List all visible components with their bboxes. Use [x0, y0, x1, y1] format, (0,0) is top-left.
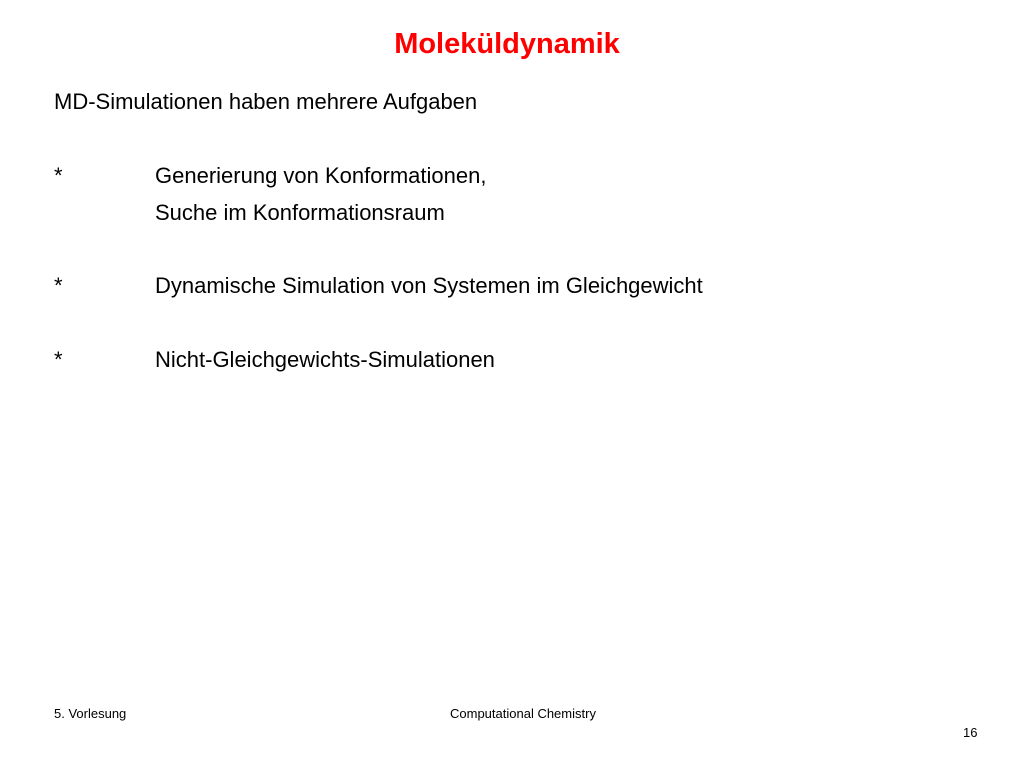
bullet-continuation: Suche im Konformationsraum — [155, 200, 445, 225]
bullet-text: Generierung von Konformationen, — [155, 163, 487, 188]
bullet-marker: * — [54, 347, 63, 372]
bullet-marker: * — [54, 163, 63, 188]
footer-course: Computational Chemistry — [450, 706, 596, 721]
bullet-marker: * — [54, 273, 63, 298]
page-number: 16 — [963, 725, 978, 740]
slide-title: Moleküldynamik — [394, 28, 620, 60]
footer-lecture: 5. Vorlesung — [54, 706, 127, 721]
bullet-text: Nicht-Gleichgewichts-Simulationen — [155, 347, 495, 372]
intro-text: MD-Simulationen haben mehrere Aufgaben — [54, 89, 478, 114]
bullet-text: Dynamische Simulation von Systemen im Gleichgewicht — [155, 273, 703, 298]
